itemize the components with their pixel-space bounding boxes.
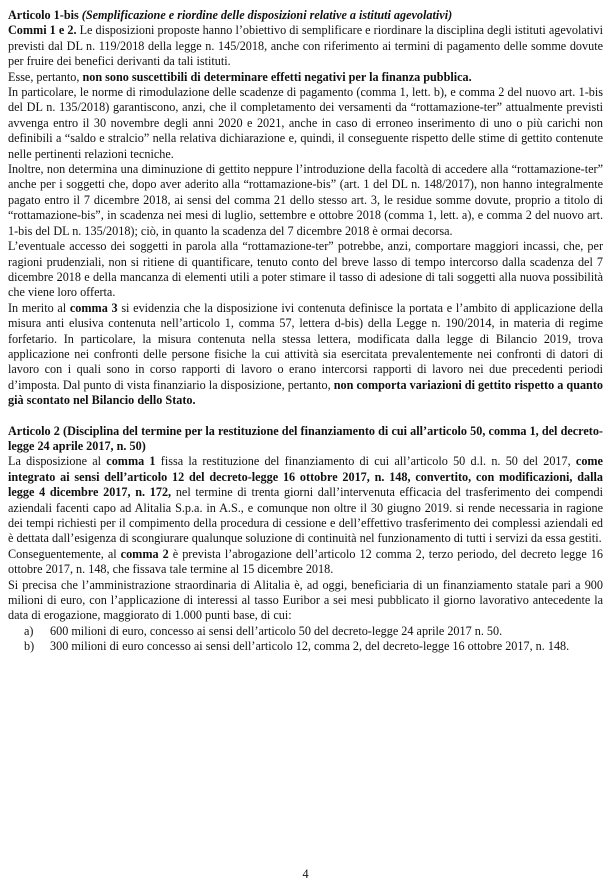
paragraph-effetti-finanza [8, 70, 603, 85]
paragraph-inoltre: Inoltre, non determina una diminuzione di gettito neppure l’introduzione della facoltà di accedere alla “rottamazione-ter” anche per i soggetti che, dopo aver aderito alla “rottamazione-bis” (art. 1 del DL n. 148/2017), non hanno integralmente pagato entro il 7 dicembre 2018, ai sensi del comma 21 dello stesso art. 3, le residue somme dovute, proprio a titolo di “rottamazione-bis”, in scadenza nei mesi di luglio, settembre e ottobre 2018 (comma 1, lett. a), e comma 2 del nuovo art. 1-bis del DL n. 135/2018); ciò, in quanto la scadenza del 7 dicembre 2018 è ormai decorsa. [8, 162, 603, 238]
list-item-label: a) [24, 623, 34, 638]
bold-conclusion: non comporta variazioni di gettito rispetto a quanto già scontato nel Bilancio dello Stato. [8, 377, 603, 408]
paragraph-rimodulazione: In particolare, le norme di rimodulazione delle scadenze di pagamento (comma 1, lett. b), e comma 2 del nuovo art. 1-bis del DL n. 135/2018) garantiscono, anzi, che il completamento dei versamenti da “rottamazione-ter” attualmente previsti avvenga entro il 30 novembre degli anni 2020 e 2021, anche in caso di erroneo inserimento di uno o più carichi non definibili a “saldo e stralcio” nella relativa dichiarazione e, quindi, il conseguente rispetto delle stime di gettito contenute nelle pertinenti relazioni tecniche. [8, 85, 603, 161]
list-item-text: 300 milioni di euro concesso ai sensi dell’articolo 12, comma 2, del decreto-legge 16 ottobre 2017, n. 148. [50, 639, 570, 654]
text-span: . [468, 69, 472, 84]
paragraph-comma-1 [8, 454, 603, 546]
text-span: Esse, pertanto, [8, 69, 83, 84]
text-span: è prevista l’abrogazione dell’articolo 12 comma 2, terzo periodo, del decreto legge 16 ottobre 2017, n. 148, che fissava tale termine al 15 dicembre 2018. [8, 546, 603, 577]
comma-3-label: comma 3 [69, 300, 118, 315]
article-2-heading: Articolo 2 (Disciplina del termine per la restituzione del finanziamento di cui all’articolo 50, comma 1, del decreto-legge 24 aprile 2017, n. 50) [8, 423, 603, 453]
paragraph-comma-3 [8, 301, 603, 409]
article-1bis-heading [8, 8, 603, 23]
text-span: fissa la restituzione del finanziamento di cui all’articolo 50 d.l. n. 50 del 2017, [155, 454, 576, 469]
list-item-label: b) [24, 639, 35, 654]
text-span: In merito al [8, 300, 70, 315]
list-item-text: 600 milioni di euro, concesso ai sensi dell’articolo 50 del decreto-legge 24 aprile 2017 n. 50. [50, 623, 503, 638]
bold-reference: come integrato ai sensi dell’articolo 12 del decreto-legge 16 ottobre 2017, n. 148, convertito, con modificazioni, dalla legge 4 dicembre 2017, n. 172, [8, 454, 603, 500]
list-item [24, 639, 603, 654]
list-item [24, 623, 603, 639]
text-span: Conseguentemente, al [8, 546, 121, 561]
comma-2-label: comma 2 [120, 546, 169, 561]
commi-text: Le disposizioni proposte hanno l’obiettivo di semplificare e riordinare la disciplina degli istituti agevolativi previsti dal DL n. 119/2018 della legge n. 145/2018, anche con riferimento ai termini di pagamento delle somme dovute per fruire dei benefici derivanti da tali istituti. [8, 23, 604, 69]
financing-list [8, 624, 603, 655]
paragraph-comma-2 [8, 547, 603, 578]
comma-1-label: comma 1 [106, 454, 156, 469]
article-1bis-subtitle: (Semplificazione e riordine delle disposizioni relative a istituti agevolativi) [81, 8, 453, 22]
article-1bis-title: Articolo 1-bis [8, 8, 79, 22]
paragraph-commi-1-2 [8, 23, 603, 69]
text-span: nel termine di trenta giorni dall’intervenuta efficacia del trasferimento dei compendi aziendali facenti capo ad Alitalia S.p.a. in A.S., e comunque non oltre il 30 giugno 2019. si rende necessaria in ragione dei tempi richiesti per il compimento della procedura di cessione e dell’effettivo trasferimento dei complessi aziendali ed è dettata dall’esigenza di scongiurare qualunque soluzione di continuità nel funzionamento di tutti i servizi da essa gestiti. [8, 485, 603, 546]
paragraph-eventuale-accesso: L’eventuale accesso dei soggetti in parola alla “rottamazione-ter” potrebbe, anzi, comportare maggiori incassi, che, per ragioni prudenziali, non si ritiene di quantificare, tenuto conto del breve lasso di tempo intercorso dalla scadenza del 7 dicembre 2018 e della mancanza di elementi utili a poter stimare il tasso di adesione di tali soggetti alla nuova possibilità che viene loro offerta. [8, 239, 603, 300]
bold-statement: non sono suscettibili di determinare effetti negativi per la finanza pubblica [82, 69, 469, 84]
paragraph-si-precisa: Si precisa che l’amministrazione straordinaria di Alitalia è, ad oggi, beneficiaria di un finanziamento statale pari a 900 milioni di euro, con l’applicazione di interessi al tasso Euribor a sei mesi pubblicato il giorno lavorativo antecedente la data di erogazione, maggiorato di 1.000 punti base, di cui: [8, 577, 603, 623]
text-span: La disposizione al [8, 454, 107, 469]
commi-label: Commi 1 e 2. [8, 23, 77, 38]
text-span: si evidenzia che la disposizione ivi contenuta definisce la portata e l’ambito di applicazione della misura anti elusiva contenuta nell’articolo 1, comma 57, lettera d-bis) della Legge n. 190/2014, in materia di regime forfetario. In particolare, la misura contenuta nella stessa lettera, modificata dalla legge di Bilancio 2019, trova applicazione nei confronti delle persone fisiche la cui attività sia esercitata prevalentemente nei confronti di datori di lavoro con i quali sono in corso rapporti di lavoro o erano intercorsi rapporti di lavoro nei due precedenti periodi d’imposta. Dal punto di vista finanziario la disposizione, pertanto, [8, 300, 604, 392]
page-number: 4 [302, 867, 309, 881]
